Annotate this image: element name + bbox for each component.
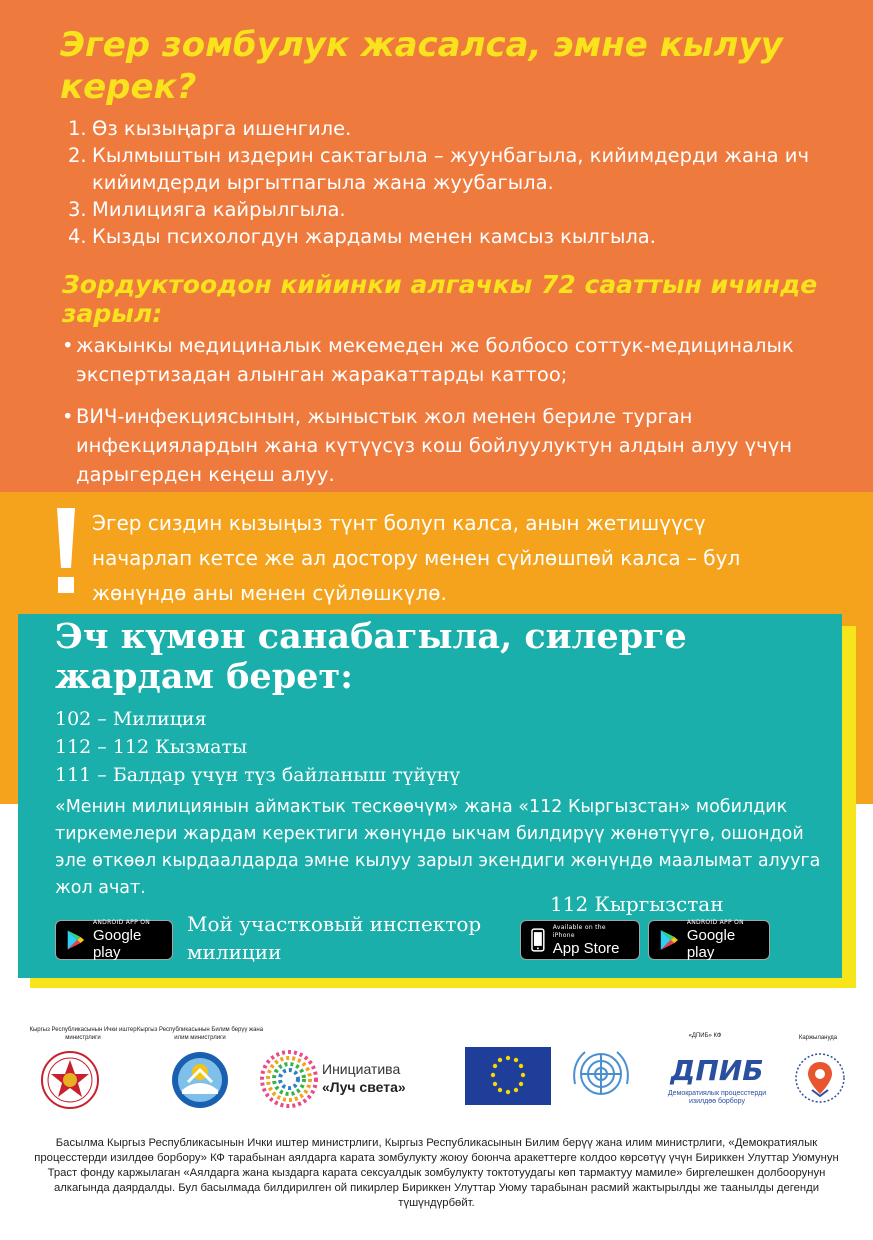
location-pin-icon (792, 1048, 848, 1108)
phone-number-item[interactable]: 112 – 112 Кызматы (55, 736, 248, 758)
footer-text: Басылма Кыргыз Республикасынын Ички иштер министрлиги, Кыргыз Республикасынын Билим берүү жана илим министрлиги, «Демократиялык процесстерди изилдөө борбору» КФ тарабынан аялдарга карата зомбулукту жоюу боюнча аракеттерге колдоо көрсөтүү үчүн Бириккен Улуттар Уюмунун Траст фонду каржылаган «Аялдарга жана кыздарга карата сексуалдык зомбулукту токтотуудагы көп тармактуу мамиле» биргелешкен долбоорунун алкагында даярдалды. Бул басылмада билдирилген ой пикирлер Бириккен Улуттар Уюму тарабынан расмий жактырылды же таанылды дегенди түшүндүрбөйт. (34, 1137, 839, 1209)
phone-number-item[interactable]: 111 – Балдар үчүн түз байланыш түйүнү (55, 764, 461, 786)
google-play-icon (659, 928, 679, 952)
google-play-badge-112[interactable]: ANDROID APP ON Google play (648, 920, 770, 960)
app-label-inspector: Мой участковый инспектор милиции (187, 912, 482, 964)
dpib-caption: «ДПИБ» КФ (688, 1033, 722, 1039)
eu-flag-icon (465, 1047, 551, 1105)
list-item: • жакынкы медициналык мекемеден же болбосо соттук-медициналык экспертизадан алынган жаракаттарды каттоо; (62, 334, 794, 386)
app-store-badge-112[interactable]: Available on the iPhone App Store (520, 920, 640, 960)
spotlight-initiative-icon (258, 1048, 320, 1110)
initiative-label: Инициатива (322, 1061, 401, 1077)
luch-sveta-label: «Луч света» (322, 1079, 406, 1095)
google-play-badge-inspector[interactable]: ANDROID APP ON Google play (55, 920, 173, 960)
list-item: 1. Өз кызыңарга ишенгиле. (68, 117, 352, 140)
bullet-list (62, 331, 862, 502)
phone-list (55, 705, 460, 789)
app-label-112: 112 Кыргызстан (550, 892, 724, 916)
list-item: 4. Кызды психологдун жардамы менен камсыз кылгыла. (68, 225, 656, 248)
list-item: 3. Милицияга кайрылгыла. (68, 198, 346, 221)
edu-emblem-icon (170, 1050, 230, 1110)
support-caption: Каржылануда (798, 1035, 838, 1041)
mvd-caption: Кыргыз Республикасынын Ички иштер министрлиги (29, 1027, 137, 1041)
google-play-icon (66, 928, 85, 952)
edu-caption: Кыргыз Республикасынын Билим берүү жана илим министрлиги (136, 1027, 264, 1041)
exclamation-icon (48, 494, 84, 604)
section-subtitle-72-hours: Зордуктоодон кийинки алгачкы 72 сааттын ичинде зарыл: (62, 270, 818, 328)
iphone-icon (531, 928, 545, 952)
steps-list (68, 115, 858, 250)
apps-description: «Менин милициянын аймактык тескөөчүм» жана «112 Кыргызстан» мобилдик тиркемелери жардам керектиги жөнүндө ыкчам билдирүү жөнөтүүгө, ошондой эле өткөөл кырдаалдарда эмне кылуу зарыл экендиги жөнүндө маалымат алууга жол ачат. (55, 797, 821, 898)
dpib-subtitle: Демократиялык процесстерди изилдөө борбору (667, 1090, 767, 1105)
list-item: • ВИЧ-инфекциясынын, жыныстык жол менен бериле турган инфекциялардын жана күтүүсүз кош бойлуулуктун алдын алуу үчүн дарыгерден кеңеш алуу. (62, 405, 792, 486)
help-title: Эч күмөн санабагыла, силерге жардам берет: (55, 616, 687, 697)
warning-text: Эгер сиздин кызыңыз түнт болуп калса, анын жетишүүсү начарлап кетсе же ал достору менен сүйлөшпөй калса – бул жөнүндө аны менен сүйлөшкүлө. (92, 511, 741, 605)
section-title-what-to-do: Эгер зомбулук жасалса, эмне кылуу керек? (60, 25, 783, 107)
dpib-logo-text: ДПИБ (670, 1054, 764, 1087)
mvd-emblem-icon (40, 1050, 100, 1110)
phone-number-item[interactable]: 102 – Милиция (55, 708, 207, 730)
list-item: 2. Кылмыштын издерин сактагыла – жуунбагыла, кийимдерди жана ич кийимдерди ыргытпагыла жана жуубагыла. (68, 144, 809, 194)
un-emblem-icon (567, 1044, 635, 1108)
